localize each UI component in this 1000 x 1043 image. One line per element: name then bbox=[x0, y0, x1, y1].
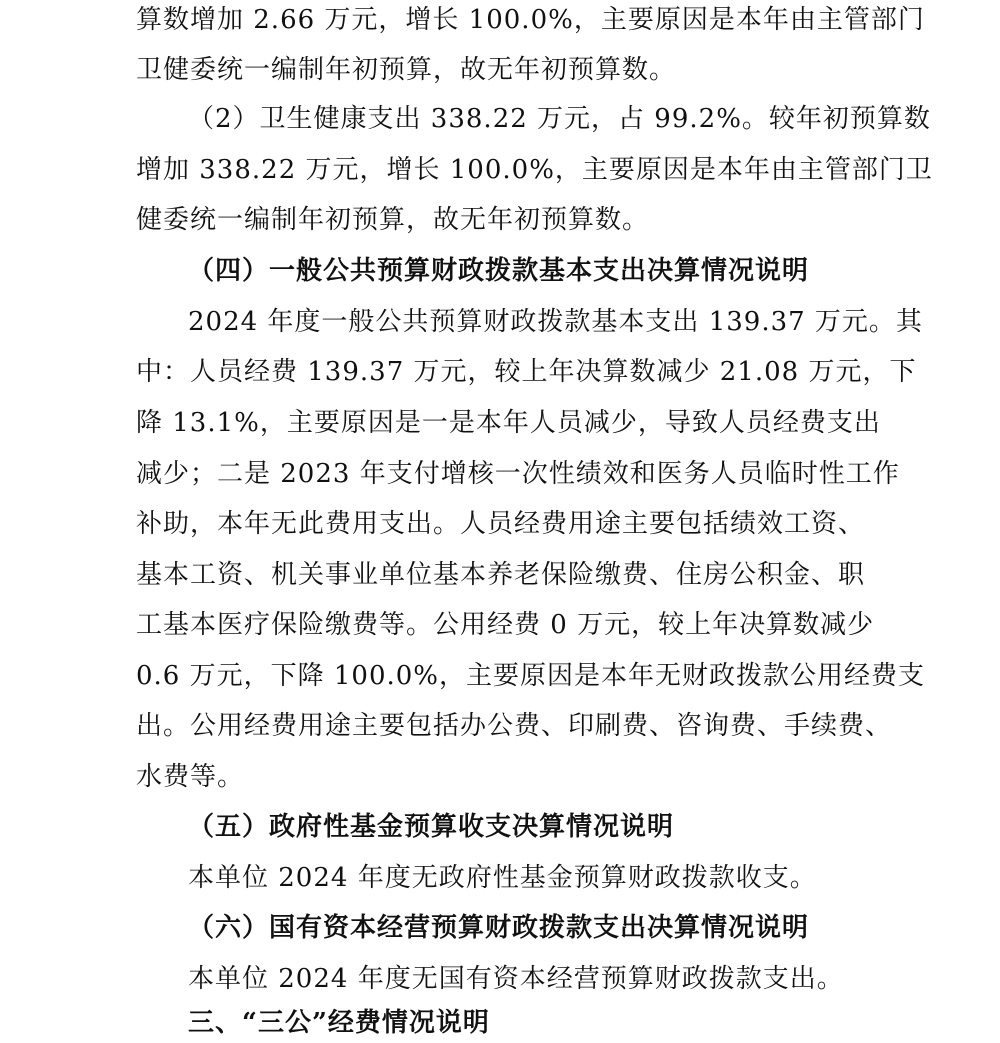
paragraph-line: 算数增加 2.66 万元，增长 100.0%，主要原因是本年由主管部门 bbox=[136, 5, 925, 35]
paragraph-line: 健委统一编制年初预算，故无年初预算数。 bbox=[136, 205, 650, 235]
section-heading: （六）国有资本经营预算财政拨款支出决算情况说明 bbox=[188, 913, 810, 943]
paragraph-line: 降 13.1%，主要原因是一是本年人员减少，导致人员经费支出 bbox=[136, 408, 881, 438]
paragraph-line: 本单位 2024 年度无政府性基金预算财政拨款收支。 bbox=[188, 863, 817, 893]
paragraph-line: 出。公用经费用途主要包括办公费、印刷费、咨询费、手续费、 bbox=[136, 711, 893, 741]
paragraph-line: 卫健委统一编制年初预算，故无年初预算数。 bbox=[136, 55, 677, 85]
paragraph-line: 减少；二是 2023 年支付增核一次性绩效和医务人员临时性工作 bbox=[136, 459, 900, 489]
paragraph-line: 水费等。 bbox=[136, 762, 245, 792]
paragraph-line: 工基本医疗保险缴费等。公用经费 0 万元，较上年决算数减少 bbox=[136, 610, 875, 640]
chapter-heading: 三、“三公”经费情况说明 bbox=[188, 1008, 490, 1038]
paragraph-line: （2）卫生健康支出 338.22 万元，占 99.2%。较年初预算数 bbox=[188, 104, 931, 134]
paragraph-line: 增加 338.22 万元，增长 100.0%，主要原因是本年由主管部门卫 bbox=[136, 155, 933, 185]
paragraph-line: 补助，本年无此费用支出。人员经费用途主要包括绩效工资、 bbox=[136, 509, 866, 539]
section-heading: （五）政府性基金预算收支决算情况说明 bbox=[188, 812, 675, 842]
paragraph-line: 中：人员经费 139.37 万元，较上年决算数减少 21.08 万元，下 bbox=[136, 357, 917, 387]
paragraph-line: 基本工资、机关事业单位基本养老保险缴费、住房公积金、职 bbox=[136, 560, 866, 590]
section-heading: （四）一般公共预算财政拨款基本支出决算情况说明 bbox=[188, 256, 810, 286]
paragraph-line: 2024 年度一般公共预算财政拨款基本支出 139.37 万元。其 bbox=[188, 307, 923, 337]
paragraph-line: 0.6 万元，下降 100.0%，主要原因是本年无财政拨款公用经费支 bbox=[136, 661, 926, 691]
paragraph-line: 本单位 2024 年度无国有资本经营预算财政拨款支出。 bbox=[188, 964, 844, 994]
